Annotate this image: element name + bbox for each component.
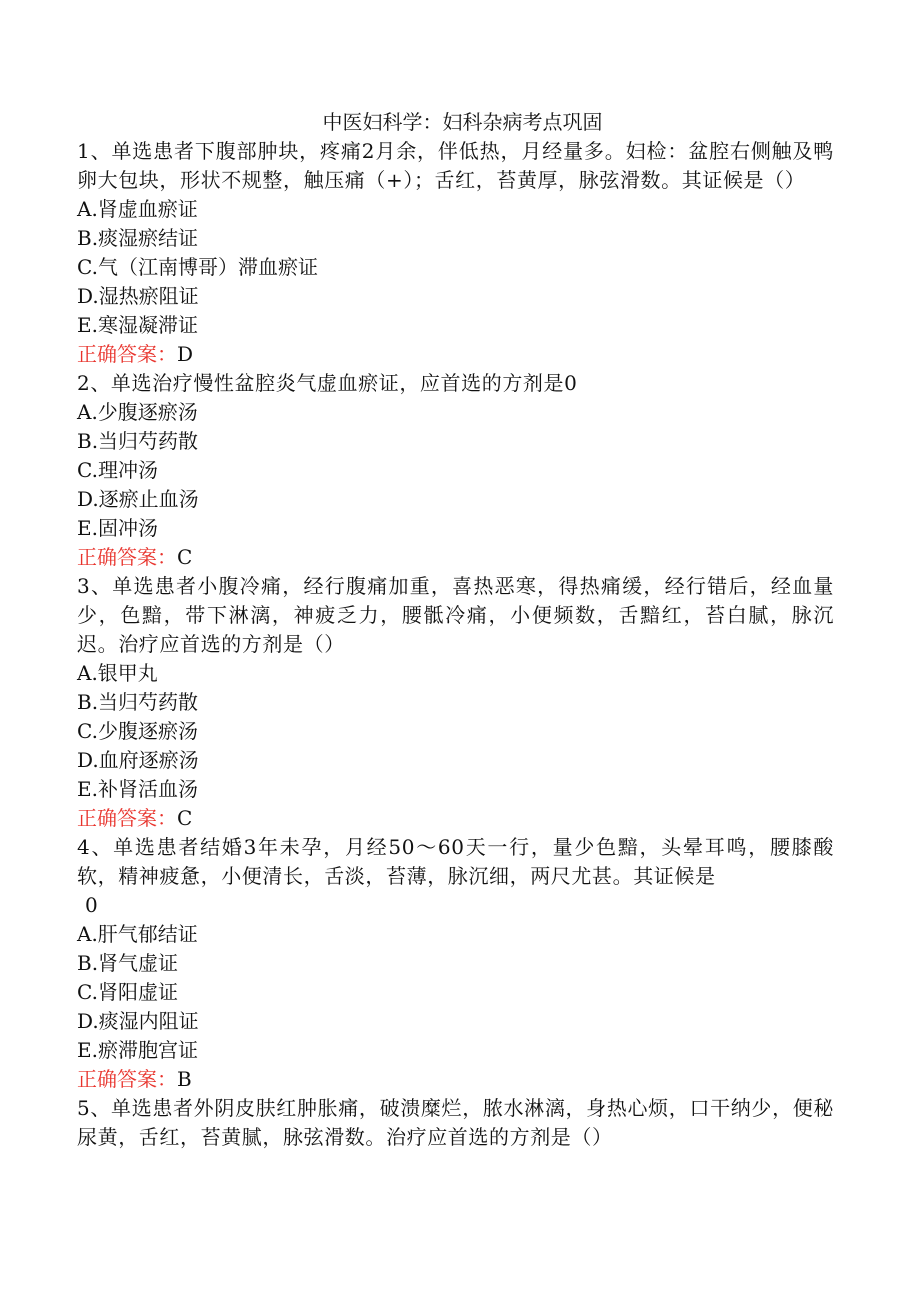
option-b: B.当归芍药散 — [77, 690, 199, 714]
question-5 — [77, 1094, 834, 1152]
question-stem-tail: 0 — [85, 893, 99, 917]
answer-label: 正确答案： — [77, 545, 177, 569]
correct-answer — [77, 1065, 834, 1094]
option-a: A.肝气郁结证 — [77, 922, 198, 946]
option-e: E.瘀滞胞宫证 — [77, 1038, 198, 1062]
option-c: C.少腹逐瘀汤 — [77, 719, 198, 743]
option-c: C.理冲汤 — [77, 458, 158, 482]
option-b: B.当归芍药散 — [77, 429, 199, 453]
question-4 — [77, 833, 834, 1094]
option-c: C.气（江南博哥）滞血瘀证 — [77, 255, 318, 279]
option-b: B.痰湿瘀结证 — [77, 226, 199, 250]
question-2 — [77, 369, 834, 572]
option-b: B.肾气虚证 — [77, 951, 179, 975]
correct-answer — [77, 804, 834, 833]
answer-label: 正确答案： — [77, 1067, 177, 1091]
question-stem: 4、单选患者结婚3年未孕，月经50～60天一行，量少色黯，头晕耳鸣，腰膝酸软，精神疲惫，小便清长，舌淡，苔薄，脉沉细，两尺尤甚。其证候是 — [77, 835, 834, 888]
question-stem: 3、单选患者小腹冷痛，经行腹痛加重，喜热恶寒，得热痛缓，经行错后，经血量少，色黯，带下淋漓，神疲乏力，腰骶冷痛，小便频数，舌黯红，苔白腻，脉沉迟。治疗应首选的方剂是（） — [77, 574, 834, 656]
answer-value: C — [177, 545, 193, 569]
answer-value: C — [177, 806, 193, 830]
correct-answer — [77, 340, 834, 369]
option-a: A.银甲丸 — [77, 661, 158, 685]
option-e: E.固冲汤 — [77, 516, 158, 540]
option-e: E.补肾活血汤 — [77, 777, 198, 801]
answer-label: 正确答案： — [77, 342, 177, 366]
correct-answer — [77, 543, 834, 572]
question-3 — [77, 572, 834, 833]
option-d: D.湿热瘀阻证 — [77, 284, 199, 308]
answer-label: 正确答案： — [77, 806, 177, 830]
option-a: A.少腹逐瘀汤 — [77, 400, 198, 424]
option-c: C.肾阳虚证 — [77, 980, 178, 1004]
option-a: A.肾虚血瘀证 — [77, 197, 198, 221]
answer-value: D — [177, 342, 194, 366]
option-d: D.痰湿内阻证 — [77, 1009, 199, 1033]
question-stem: 5、单选患者外阴皮肤红肿胀痛，破溃糜烂，脓水淋漓，身热心烦，口干纳少，便秘尿黄，舌红，苔黄腻，脉弦滑数。治疗应首选的方剂是（） — [77, 1096, 834, 1149]
question-stem: 2、单选治疗慢性盆腔炎气虚血瘀证，应首选的方剂是0 — [77, 371, 578, 395]
question-stem: 1、单选患者下腹部肿块，疼痛2月余，伴低热，月经量多。妇检：盆腔右侧触及鸭卵大包块，形状不规整，触压痛（+）；舌红，苔黄厚，脉弦滑数。其证候是（） — [77, 139, 834, 192]
option-d: D.血府逐瘀汤 — [77, 748, 199, 772]
answer-value: B — [177, 1067, 192, 1091]
option-d: D.逐瘀止血汤 — [77, 487, 199, 511]
question-1 — [77, 137, 834, 369]
option-e: E.寒湿凝滞证 — [77, 313, 198, 337]
document-title: 中医妇科学：妇科杂病考点巩固 — [322, 110, 603, 134]
